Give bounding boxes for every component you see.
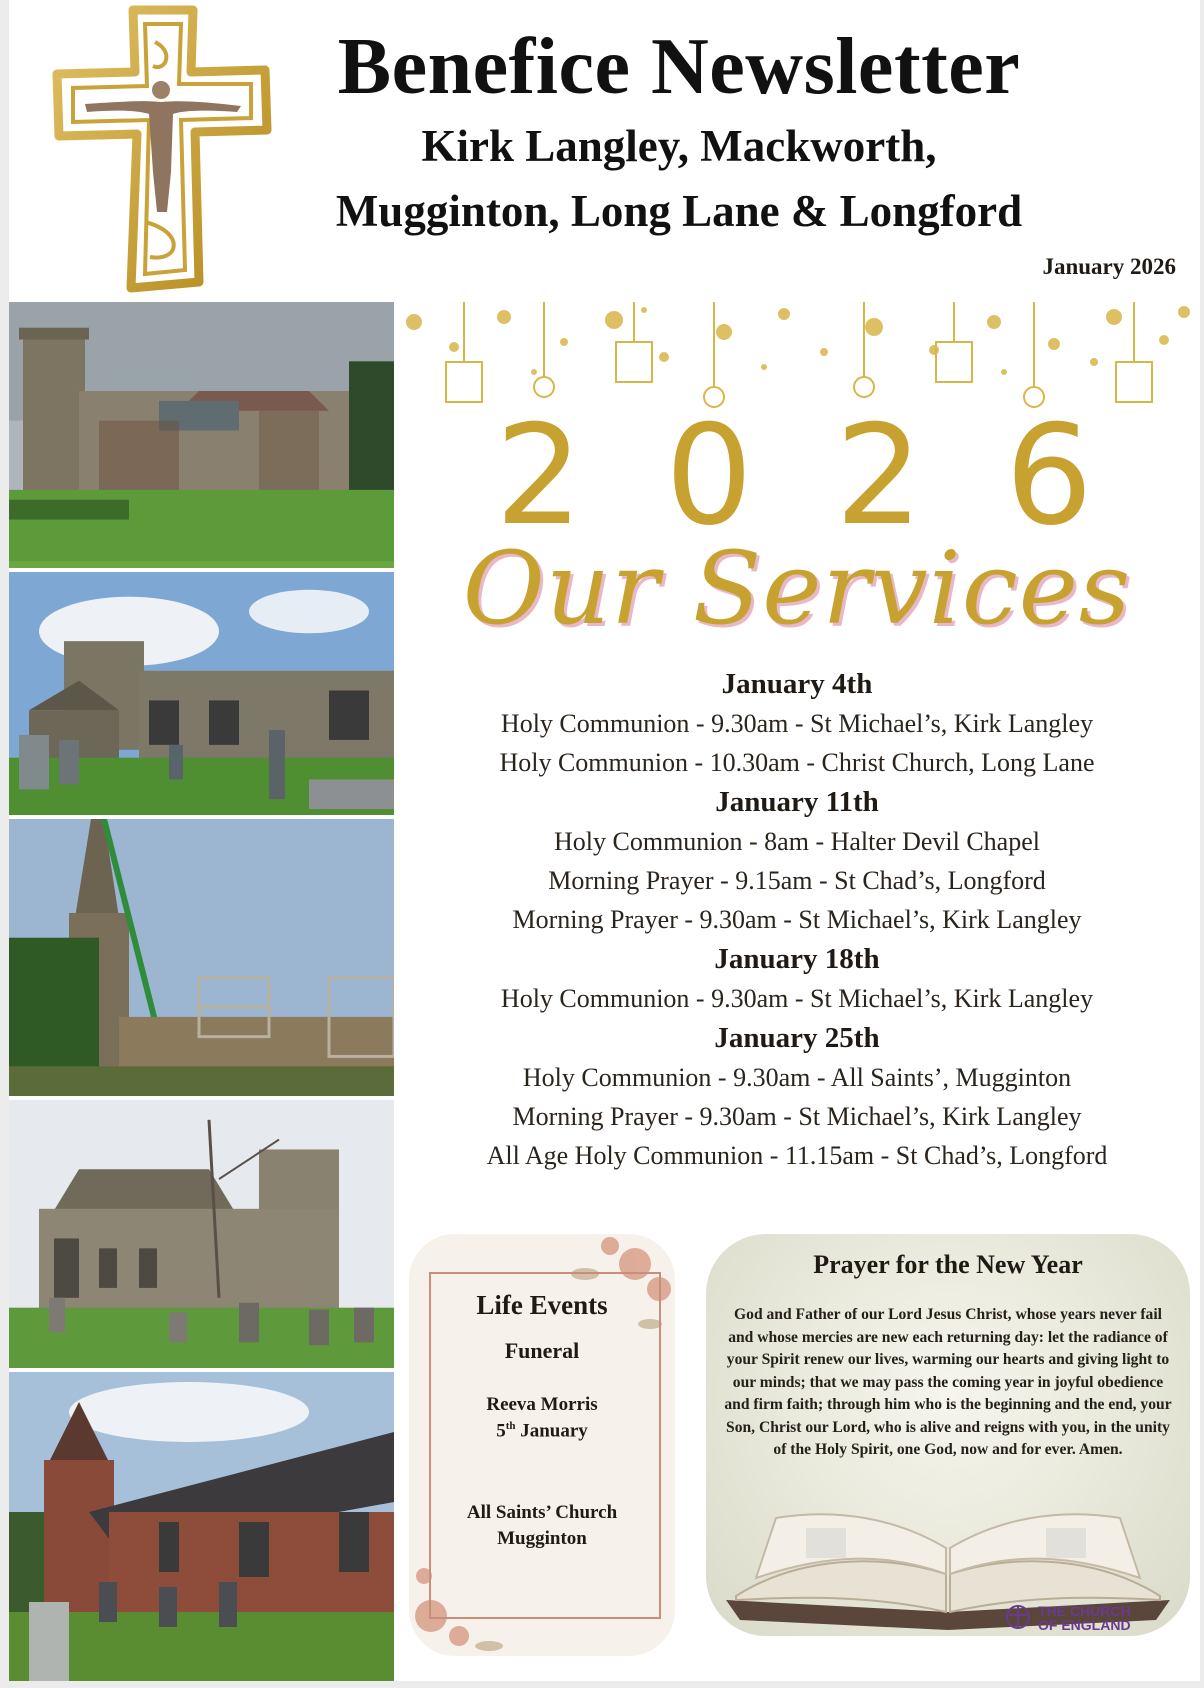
life-events-title: Life Events — [476, 1290, 608, 1320]
year-digit-4: 6 — [1005, 405, 1093, 535]
service-item: Morning Prayer - 9.30am - St Michael’s, Kirk Langley — [512, 905, 1082, 934]
services-list — [394, 664, 1200, 1175]
event-church: All Saints’ Church — [466, 1502, 618, 1523]
service-item: Holy Communion - 9.30am - St Michael’s, Kirk Langley — [500, 709, 1094, 738]
service-item: Holy Communion - 10.30am - Christ Church, Long Lane — [499, 748, 1095, 777]
service-item: Morning Prayer - 9.30am - St Michael’s, Kirk Langley — [512, 1102, 1082, 1131]
cross-logo — [45, 2, 279, 298]
church-photo-long-lane — [9, 1372, 394, 1681]
year-digit-1: 2 — [495, 405, 583, 535]
church-photo-mackworth — [9, 572, 394, 818]
year-2026-graphic — [479, 405, 1119, 535]
service-date: January 4th — [721, 668, 873, 700]
coe-line-2: OF ENGLAND — [1038, 1617, 1131, 1633]
prayer-title: Prayer for the New Year — [813, 1250, 1083, 1279]
event-date — [409, 1420, 675, 1442]
service-item: Holy Communion - 8am - Halter Devil Chapel — [554, 827, 1040, 856]
event-month: January — [520, 1420, 588, 1442]
event-location: Mugginton — [497, 1528, 587, 1549]
year-digit-3: 2 — [835, 405, 923, 535]
deceased-name: Reeva Morris — [486, 1394, 598, 1415]
prayer-card — [706, 1234, 1190, 1636]
church-photo-longford — [9, 819, 394, 1099]
service-date: January 25th — [714, 1022, 880, 1054]
newsletter-page — [9, 0, 1200, 1681]
service-item: Holy Communion - 9.30am - All Saints’, Mugginton — [522, 1063, 1072, 1092]
our-services-heading: Our Services — [462, 530, 1132, 647]
church-of-england-wordmark — [1038, 1604, 1131, 1632]
event-day-suffix: th — [505, 1420, 516, 1432]
issue-date: January 2026 — [1042, 254, 1176, 279]
service-date: January 11th — [715, 786, 879, 818]
church-photo-kirk-langley — [9, 302, 394, 571]
newsletter-title: Benefice Newsletter — [337, 23, 1021, 111]
service-item: Holy Communion - 9.30am - St Michael’s, Kirk Langley — [500, 984, 1094, 1013]
card-frame — [429, 1272, 661, 1619]
event-type: Funeral — [504, 1338, 580, 1363]
church-photo-mugginton — [9, 1100, 394, 1371]
life-events-card — [409, 1234, 675, 1656]
parishes-line-2: Mugginton, Long Lane & Longford — [335, 186, 1023, 236]
service-date: January 18th — [714, 943, 880, 975]
event-day: 5 — [496, 1420, 506, 1442]
year-digit-2: 0 — [665, 405, 753, 535]
service-item: Morning Prayer - 9.15am - St Chad’s, Longford — [548, 866, 1046, 895]
service-item: All Age Holy Communion - 11.15am - St Chad’s, Longford — [486, 1141, 1108, 1170]
prayer-text: God and Father of our Lord Jesus Christ, whose years never fail and whose mercies are new each returning day: let the radiance of your Spirit renew our lives, warming our hearts and giving light to our minds; that we may pass the coming year in joyful obedience and firm faith; through him who is the beginning and the end, your Son, Christ our Lord, who is alive and reigns with you, in the unity of the Holy Spirit, one God, now and for ever. Amen. — [724, 1306, 1172, 1458]
coe-line-1: THE CHURCH — [1038, 1603, 1131, 1619]
parishes-line-1: Kirk Langley, Mackworth, — [421, 121, 937, 171]
